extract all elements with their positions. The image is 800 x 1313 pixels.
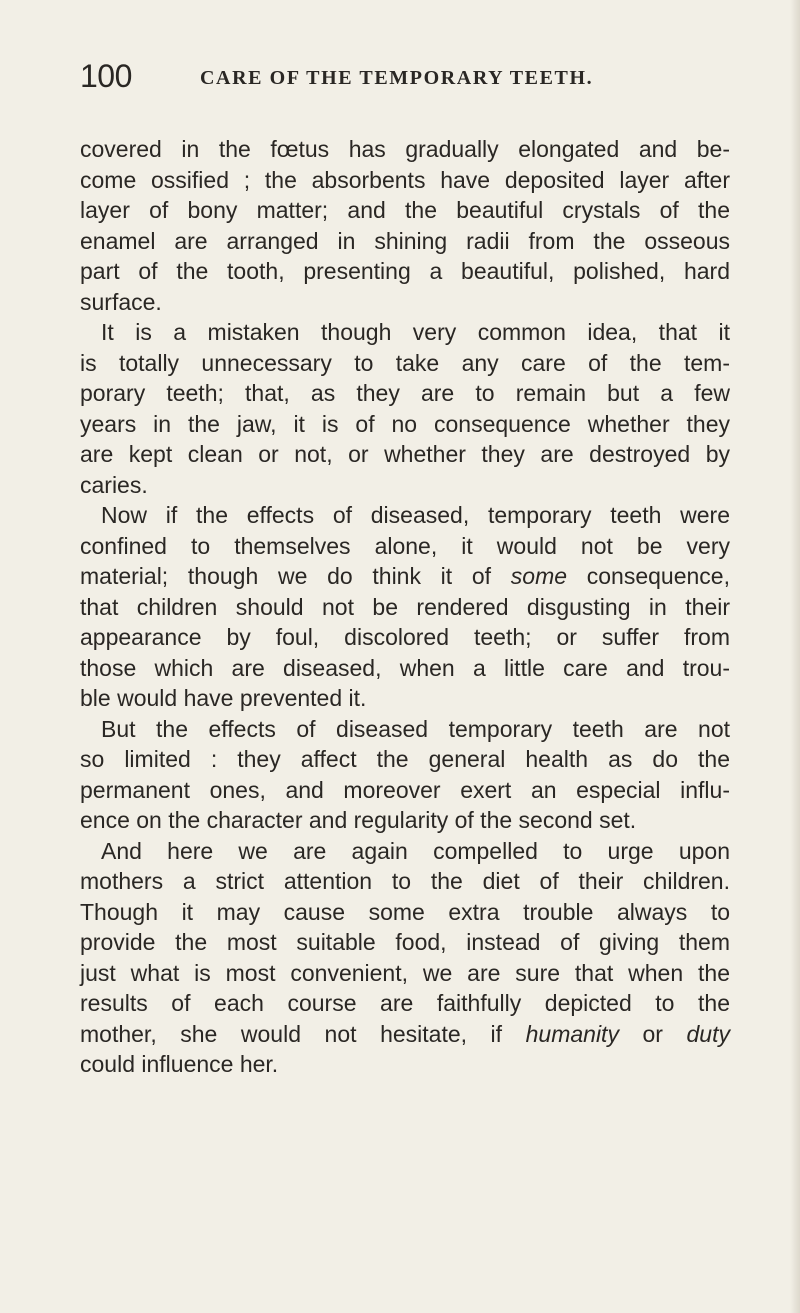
text-segment: or	[618, 1020, 687, 1047]
text-line	[80, 1049, 730, 1080]
text-segment: mother, she would not hesitate, if	[80, 1020, 526, 1047]
page-header	[80, 56, 730, 96]
text-line	[80, 958, 730, 989]
paragraph	[80, 134, 730, 317]
page-number: 100	[80, 58, 132, 94]
text-segment: But the effects of diseased temporary teeth are not	[101, 715, 730, 742]
text-line	[80, 683, 730, 714]
text-segment: ence on the character and regularity of the second set.	[80, 807, 637, 833]
text-segment: come ossified ; the absorbents have deposited layer after	[80, 166, 730, 193]
text-line	[80, 836, 730, 867]
text-segment: enamel are arranged in shining radii from the osseous	[80, 227, 730, 254]
emphasized-text: some	[510, 563, 568, 589]
text-line	[80, 470, 730, 501]
text-line	[80, 714, 730, 745]
page-edge-shadow	[790, 0, 800, 1313]
text-segment: And here we are again compelled to urge upon	[101, 837, 730, 864]
text-line	[80, 165, 730, 196]
text-segment: is totally unnecessary to take any care of the tem-	[80, 349, 730, 376]
text-line	[80, 653, 730, 684]
text-segment: Though it may cause some extra trouble always to	[80, 898, 730, 925]
text-line	[80, 805, 730, 836]
text-segment: confined to themselves alone, it would not be very	[80, 532, 730, 559]
text-segment: layer of bony matter; and the beautiful crystals of the	[80, 197, 730, 223]
text-line	[80, 226, 730, 257]
text-line	[80, 897, 730, 928]
text-segment: appearance by foul, discolored teeth; or suffer from	[80, 624, 730, 650]
text-segment: that children should not be rendered disgusting in their	[80, 593, 730, 620]
text-line	[80, 744, 730, 775]
book-page	[80, 56, 730, 1080]
text-line	[80, 866, 730, 897]
running-title: CARE OF THE TEMPORARY TEETH.	[200, 67, 594, 89]
paragraph	[80, 836, 730, 1080]
text-segment: could influence her.	[80, 1051, 279, 1077]
text-segment: results of each course are faithfully depicted to the	[80, 990, 730, 1016]
text-line	[80, 988, 730, 1019]
text-line	[80, 439, 730, 470]
text-segment: caries.	[80, 471, 148, 498]
text-line	[80, 378, 730, 409]
emphasized-text: duty	[686, 1020, 730, 1047]
paragraph	[80, 317, 730, 500]
text-segment: porary teeth; that, as they are to remain but a few	[80, 380, 730, 406]
text-line	[80, 561, 730, 592]
text-line	[80, 348, 730, 379]
text-line	[80, 927, 730, 958]
text-line	[80, 622, 730, 653]
text-line	[80, 317, 730, 348]
text-line	[80, 256, 730, 287]
text-line	[80, 287, 730, 318]
text-segment: provide the most suitable food, instead of giving them	[80, 929, 730, 955]
text-segment: material; though we do think it of	[80, 563, 511, 589]
text-segment: part of the tooth, presenting a beautiful, polished, hard	[80, 258, 730, 284]
text-segment: just what is most convenient, we are sure that when the	[80, 959, 730, 986]
text-segment: covered in the fœtus has gradually elongated and be-	[80, 136, 730, 162]
text-line	[80, 134, 730, 165]
text-line	[80, 1019, 730, 1050]
text-segment: mothers a strict attention to the diet of their children.	[80, 868, 730, 894]
text-segment: those which are diseased, when a little care and trou-	[80, 654, 730, 681]
paragraph	[80, 500, 730, 714]
text-segment: are kept clean or not, or whether they are destroyed by	[80, 441, 730, 467]
text-segment: It is a mistaken though very common idea, that it	[101, 319, 730, 345]
body-text	[80, 134, 730, 1080]
text-line	[80, 531, 730, 562]
text-segment: years in the jaw, it is of no consequence whether they	[80, 410, 730, 437]
text-line	[80, 500, 730, 531]
text-line	[80, 409, 730, 440]
text-line	[80, 775, 730, 806]
text-segment: so limited : they affect the general health as do the	[80, 746, 730, 772]
text-segment: surface.	[80, 288, 162, 315]
text-line	[80, 592, 730, 623]
text-segment: permanent ones, and moreover exert an especial influ-	[80, 776, 730, 803]
emphasized-text: humanity	[525, 1020, 619, 1047]
text-segment: consequence,	[567, 563, 730, 589]
text-line	[80, 195, 730, 226]
paragraph	[80, 714, 730, 836]
text-segment: Now if the effects of diseased, temporary teeth were	[101, 502, 730, 528]
text-segment: ble would have prevented it.	[80, 685, 367, 711]
